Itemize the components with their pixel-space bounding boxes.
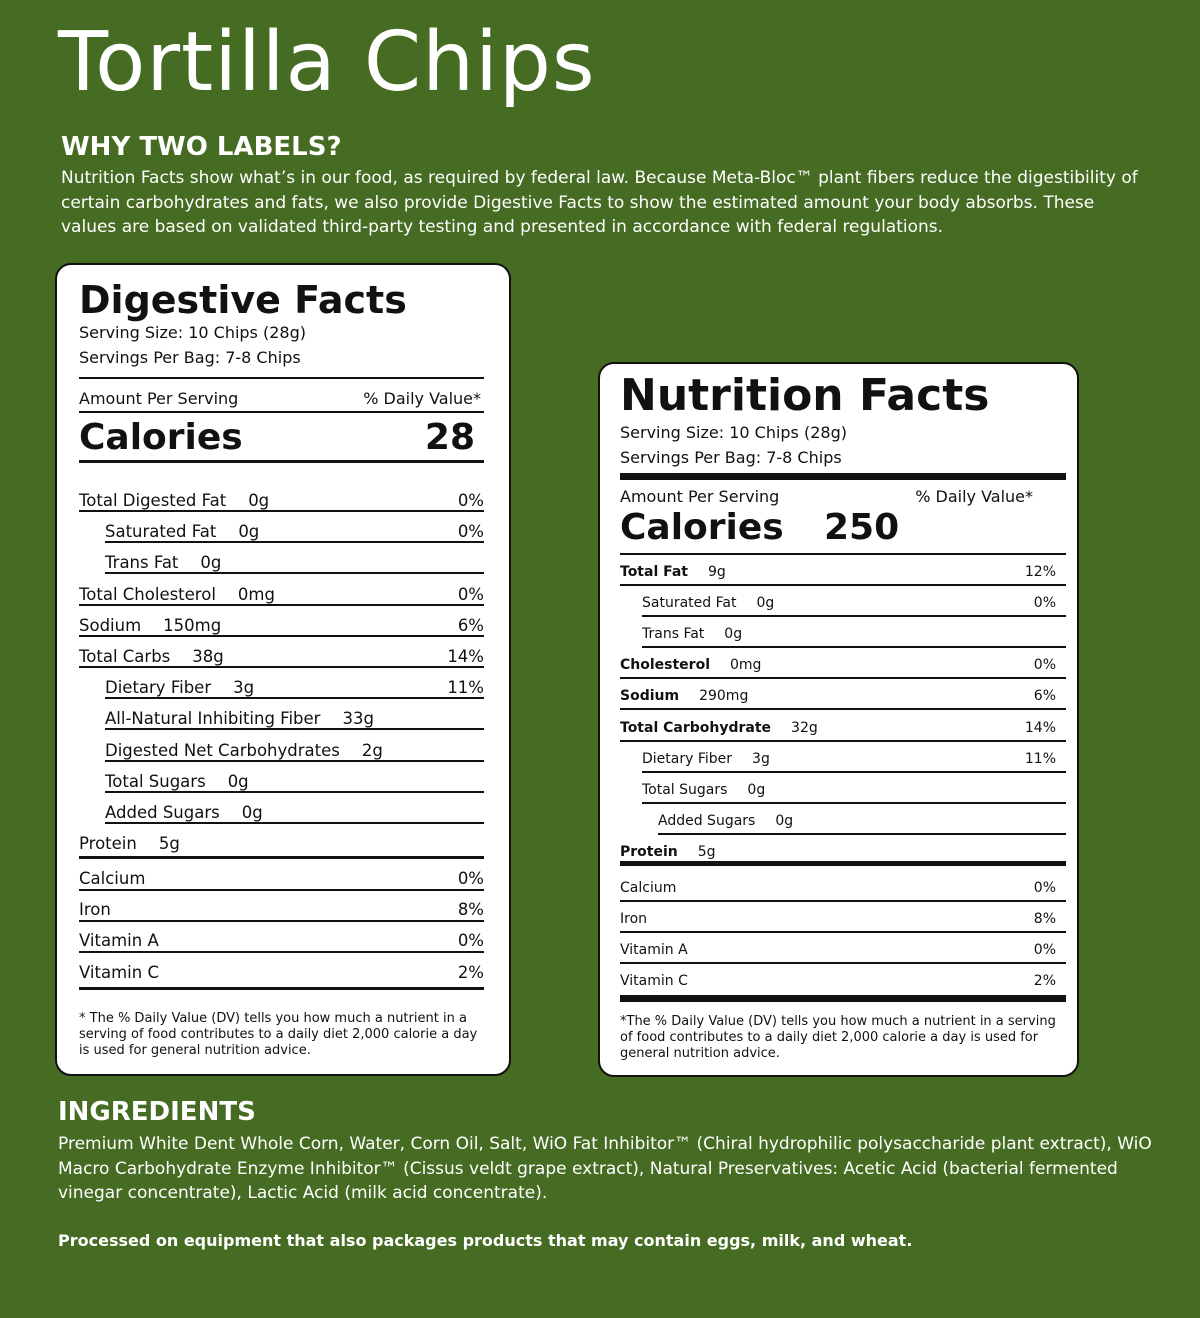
row-divider bbox=[620, 900, 1066, 902]
divider bbox=[79, 377, 484, 379]
nutrient-row bbox=[620, 653, 1056, 673]
nutrient-row bbox=[620, 560, 1056, 580]
digestive-calories-label: Calories bbox=[79, 417, 243, 458]
nutrition-serving-size: Serving Size: 10 Chips (28g) bbox=[620, 423, 847, 442]
nutrient-amount: 0g bbox=[756, 595, 775, 612]
nutrient-name: Total Carbohydrate bbox=[620, 719, 772, 736]
nutrient-amount: 0g bbox=[200, 553, 222, 573]
nutrient-amount: 0g bbox=[227, 771, 249, 791]
row-divider bbox=[620, 861, 1066, 866]
nutrient-daily-value: 0% bbox=[457, 931, 484, 951]
row-divider bbox=[620, 584, 1066, 586]
digestive-facts-panel bbox=[55, 263, 511, 1076]
nutrient-row bbox=[105, 800, 484, 822]
row-divider bbox=[79, 920, 484, 922]
nutrient-name: Total Sugars bbox=[642, 781, 728, 798]
nutrient-row bbox=[79, 644, 484, 666]
nutrient-daily-value: 11% bbox=[447, 678, 484, 698]
nutrient-row bbox=[642, 778, 1056, 798]
nutrient-daily-value: 14% bbox=[447, 647, 484, 666]
nutrient-daily-value: 14% bbox=[1024, 719, 1056, 736]
ingredients-text: Premium White Dent Whole Corn, Water, Corn Oil, Salt, WiO Fat Inhibitor™ (Chiral hydrophilic polysaccharide plant extract), WiO Macro Carbohydrate Enzyme Inhibitor™ (Cissus veldt grape extract), Natural Preservatives: Acetic Acid (bacterial fermented vinegar concentrate), Lactic Acid (milk acid concentrate). bbox=[58, 1134, 1152, 1203]
divider bbox=[79, 411, 484, 413]
nutrient-name: Iron bbox=[620, 911, 648, 928]
nutrient-amount: 9g bbox=[708, 564, 726, 580]
nutrient-daily-value: 2% bbox=[457, 962, 484, 982]
nutrient-daily-value: 11% bbox=[1024, 750, 1056, 767]
nutrient-daily-value: 0% bbox=[457, 491, 484, 510]
row-divider bbox=[105, 791, 484, 793]
thick-divider bbox=[620, 995, 1066, 1002]
nutrient-name: Calcium bbox=[79, 869, 146, 888]
why-two-labels-heading: WHY TWO LABELS? bbox=[61, 132, 342, 162]
nutrient-daily-value: 12% bbox=[1024, 564, 1056, 580]
row-divider bbox=[105, 541, 484, 543]
row-divider bbox=[620, 931, 1066, 933]
row-divider bbox=[105, 822, 484, 824]
nutrient-daily-value: 6% bbox=[1033, 688, 1056, 705]
digestive-servings-per: Servings Per Bag: 7-8 Chips bbox=[79, 348, 301, 367]
digestive-footnote: * The % Daily Value (DV) tells you how much a nutrient in a serving of food contributes to a daily diet 2,000 calorie a day is used for general nutrition advice. bbox=[79, 1011, 478, 1058]
nutrient-name: Protein bbox=[79, 834, 137, 854]
nutrient-name: Trans Fat bbox=[105, 553, 179, 573]
nutrient-row bbox=[642, 591, 1056, 611]
row-divider bbox=[79, 889, 484, 891]
nutrient-name: Digested Net Carbohydrates bbox=[105, 740, 340, 760]
vitamin-row bbox=[79, 960, 484, 982]
nutrient-row bbox=[658, 809, 1056, 829]
nutrient-name: Total Carbs bbox=[79, 647, 171, 666]
nutrient-row bbox=[620, 716, 1056, 736]
nutrient-daily-value: 0% bbox=[457, 522, 484, 542]
nutrition-calories-value: 250 bbox=[824, 507, 900, 548]
nutrient-name: Total Sugars bbox=[105, 771, 206, 791]
row-divider bbox=[79, 635, 484, 637]
nutrient-daily-value: 0% bbox=[1033, 595, 1056, 612]
row-divider bbox=[105, 697, 484, 699]
nutrient-amount: 0g bbox=[775, 812, 794, 829]
nutrient-row bbox=[642, 747, 1056, 767]
nutrient-name: Total Fat bbox=[620, 564, 689, 580]
nutrient-name: Trans Fat bbox=[642, 626, 705, 643]
nutrient-row bbox=[79, 831, 484, 853]
nutrient-amount: 0g bbox=[724, 626, 743, 643]
row-divider bbox=[79, 951, 484, 953]
nutrient-name: Sodium bbox=[79, 615, 142, 635]
divider bbox=[620, 553, 1066, 555]
nutrient-name: Total Cholesterol bbox=[79, 584, 216, 604]
nutrient-daily-value: 0% bbox=[1033, 942, 1056, 959]
nutrient-amount: 0mg bbox=[730, 657, 762, 674]
nutrient-amount: 32g bbox=[791, 719, 818, 736]
nutrient-row bbox=[105, 738, 484, 760]
nutrient-amount: 2g bbox=[361, 740, 383, 760]
nutrient-row bbox=[105, 706, 484, 728]
nutrient-amount: 3g bbox=[752, 750, 770, 767]
nutrient-amount: 0g bbox=[241, 803, 263, 822]
nutrient-daily-value: 0% bbox=[457, 584, 484, 604]
row-divider bbox=[105, 728, 484, 730]
row-divider bbox=[79, 604, 484, 606]
why-two-labels-text: Nutrition Facts show what’s in our food, as required by federal law. Because Meta-Bloc™ plant fibers reduce the digestibility of certain carbohydrates and fats, we also provide Digestive Facts to show the estimated amount your body absorbs. These values are based on validated third-party testing and presented in accordance with federal regulations. bbox=[61, 168, 1138, 237]
nutrient-daily-value: 0% bbox=[1033, 880, 1056, 896]
nutrient-row bbox=[79, 582, 484, 604]
row-divider bbox=[105, 572, 484, 574]
nutrient-name: Cholesterol bbox=[620, 657, 710, 674]
nutrient-row bbox=[620, 840, 1056, 860]
nutrition-facts-title: Nutrition Facts bbox=[620, 370, 990, 421]
digestive-serving-size: Serving Size: 10 Chips (28g) bbox=[79, 323, 306, 342]
nutrient-amount: 290mg bbox=[699, 688, 749, 705]
nutrition-footnote: *The % Daily Value (DV) tells you how much a nutrient in a serving of food contributes to a daily diet 2,000 calorie a day is used for general nutrition advice. bbox=[620, 1014, 1056, 1061]
nutrient-amount: 0g bbox=[238, 522, 260, 542]
nutrient-name: All-Natural Inhibiting Fiber bbox=[105, 709, 321, 729]
nutrient-daily-value: 0% bbox=[457, 869, 484, 888]
nutrient-name: Iron bbox=[79, 900, 111, 920]
nutrient-name: Vitamin A bbox=[620, 942, 688, 959]
vitamin-row bbox=[79, 897, 484, 919]
nutrient-row bbox=[642, 622, 1056, 642]
nutrition-servings-per: Servings Per Bag: 7-8 Chips bbox=[620, 448, 842, 467]
nutrient-row bbox=[79, 613, 484, 635]
nutrient-name: Dietary Fiber bbox=[105, 678, 212, 698]
nutrient-name: Protein bbox=[620, 843, 678, 860]
nutrient-name: Vitamin C bbox=[79, 962, 159, 982]
nutrient-amount: 5g bbox=[697, 843, 716, 860]
digestive-amount-per-serving: Amount Per Serving bbox=[79, 389, 239, 408]
nutrient-amount: 150mg bbox=[163, 615, 222, 635]
nutrient-name: Total Digested Fat bbox=[79, 491, 227, 510]
row-divider bbox=[79, 510, 484, 512]
nutrient-row bbox=[105, 675, 484, 697]
row-divider bbox=[620, 677, 1066, 679]
nutrient-name: Saturated Fat bbox=[642, 595, 737, 612]
row-divider bbox=[105, 760, 484, 762]
nutrient-amount: 5g bbox=[158, 834, 180, 854]
nutrition-amount-per-serving: Amount Per Serving bbox=[620, 487, 780, 506]
nutrient-row bbox=[620, 684, 1056, 704]
nutrient-name: Vitamin C bbox=[620, 973, 688, 990]
nutrient-name: Sodium bbox=[620, 688, 680, 705]
nutrient-amount: 0mg bbox=[237, 584, 275, 604]
row-divider bbox=[79, 666, 484, 668]
row-divider bbox=[620, 740, 1066, 742]
nutrient-daily-value: 2% bbox=[1033, 973, 1056, 990]
nutrient-row bbox=[105, 519, 484, 541]
nutrient-row bbox=[79, 488, 484, 510]
vitamin-row bbox=[79, 866, 484, 888]
vitamin-row bbox=[620, 938, 1056, 958]
digestive-facts-title: Digestive Facts bbox=[79, 278, 407, 322]
nutrient-name: Added Sugars bbox=[658, 812, 756, 829]
vitamin-row bbox=[620, 969, 1056, 989]
nutrient-amount: 38g bbox=[192, 647, 224, 666]
vitamin-row bbox=[620, 907, 1056, 927]
nutrition-facts-panel bbox=[598, 362, 1079, 1077]
nutrient-name: Added Sugars bbox=[105, 803, 220, 822]
nutrient-name: Vitamin A bbox=[79, 931, 159, 951]
row-divider bbox=[642, 646, 1066, 648]
row-divider bbox=[642, 615, 1066, 617]
nutrient-row bbox=[105, 550, 484, 572]
row-divider bbox=[642, 771, 1066, 773]
digestive-calories-value: 28 bbox=[424, 417, 475, 458]
nutrient-daily-value: 0% bbox=[1033, 657, 1056, 674]
vitamin-row bbox=[620, 876, 1056, 896]
row-divider bbox=[642, 802, 1066, 804]
nutrient-name: Saturated Fat bbox=[105, 522, 217, 542]
nutrient-name: Calcium bbox=[620, 880, 677, 896]
nutrient-name: Dietary Fiber bbox=[642, 750, 733, 767]
row-divider bbox=[620, 708, 1066, 710]
nutrient-amount: 3g bbox=[233, 678, 255, 698]
thick-divider bbox=[79, 460, 484, 463]
nutrient-daily-value: 8% bbox=[1033, 911, 1056, 928]
nutrition-daily-value-header: % Daily Value* bbox=[915, 487, 1033, 506]
nutrient-daily-value: 8% bbox=[457, 900, 484, 920]
nutrient-amount: 0g bbox=[248, 491, 270, 510]
ingredients-heading: INGREDIENTS bbox=[58, 1097, 256, 1127]
nutrient-daily-value: 6% bbox=[457, 615, 484, 635]
allergen-statement: Processed on equipment that also packages products that may contain eggs, milk, and wheat. bbox=[58, 1231, 913, 1250]
vitamin-row bbox=[79, 928, 484, 950]
row-divider bbox=[658, 833, 1066, 835]
digestive-daily-value-header: % Daily Value* bbox=[363, 389, 481, 408]
thick-divider bbox=[620, 473, 1066, 480]
nutrition-calories-label: Calories bbox=[620, 507, 784, 548]
row-divider bbox=[79, 856, 484, 859]
nutrient-amount: 33g bbox=[342, 709, 374, 729]
nutrient-amount: 0g bbox=[747, 781, 766, 798]
row-divider bbox=[620, 962, 1066, 964]
page-title: Tortilla Chips bbox=[58, 15, 596, 110]
nutrient-row bbox=[105, 769, 484, 791]
row-divider bbox=[79, 987, 484, 990]
